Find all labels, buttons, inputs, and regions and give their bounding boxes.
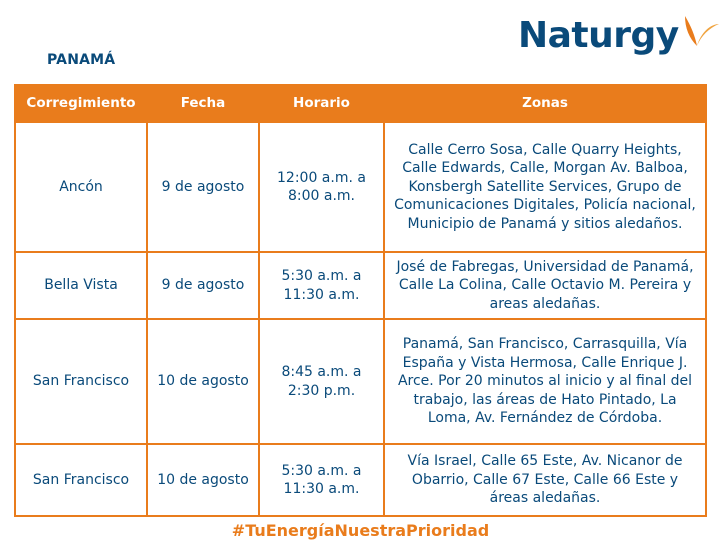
cell-zonas: José de Fabregas, Universidad de Panamá, Calle La Colina, Calle Octavio M. Pereira y areas aledañas. [384, 252, 706, 319]
cell-zonas: Panamá, San Francisco, Carrasquilla, Vía España y Vista Hermosa, Calle Enrique J. Arce. Por 20 minutos al inicio y al final del trabajo, las áreas de Hato Pintado, La Loma, Av. Fernández de Córdoba. [384, 319, 706, 444]
column-header-zonas: Zonas [384, 84, 706, 122]
cell-horario: 12:00 a.m. a 8:00 a.m. [259, 122, 384, 252]
country-label: PANAMÁ [47, 52, 116, 68]
cell-horario: 8:45 a.m. a 2:30 p.m. [259, 319, 384, 444]
cell-horario: 5:30 a.m. a 11:30 a.m. [259, 252, 384, 319]
cell-fecha: 10 de agosto [147, 444, 259, 516]
column-header-corregimiento: Corregimiento [15, 84, 147, 122]
cell-corregimiento: Bella Vista [15, 252, 147, 319]
column-header-horario: Horario [259, 84, 384, 122]
column-header-fecha: Fecha [147, 84, 259, 122]
cell-corregimiento: San Francisco [15, 444, 147, 516]
table-header-row [15, 84, 706, 122]
table-row [15, 319, 706, 444]
logo-text: Naturgy [518, 15, 679, 56]
cell-zonas: Vía Israel, Calle 65 Este, Av. Nicanor de Obarrio, Calle 67 Este, Calle 66 Este y áreas aledañas. [384, 444, 706, 516]
outage-schedule-table [14, 84, 707, 517]
cell-fecha: 9 de agosto [147, 252, 259, 319]
cell-fecha: 10 de agosto [147, 319, 259, 444]
cell-fecha: 9 de agosto [147, 122, 259, 252]
cell-zonas: Calle Cerro Sosa, Calle Quarry Heights, Calle Edwards, Calle, Morgan Av. Balboa, Konsbergh Satellite Services, Grupo de Comunicaciones Digitales, Policía nacional, Municipio de Panamá y sitios aledaños. [384, 122, 706, 252]
naturgy-logo [518, 15, 721, 56]
table-row [15, 122, 706, 252]
outage-table-container [14, 84, 705, 517]
campaign-hashtag: #TuEnergíaNuestraPrioridad [231, 521, 490, 540]
cell-horario: 5:30 a.m. a 11:30 a.m. [259, 444, 384, 516]
butterfly-icon [681, 14, 721, 50]
cell-corregimiento: Ancón [15, 122, 147, 252]
cell-corregimiento: San Francisco [15, 319, 147, 444]
table-row [15, 252, 706, 319]
table-row [15, 444, 706, 516]
